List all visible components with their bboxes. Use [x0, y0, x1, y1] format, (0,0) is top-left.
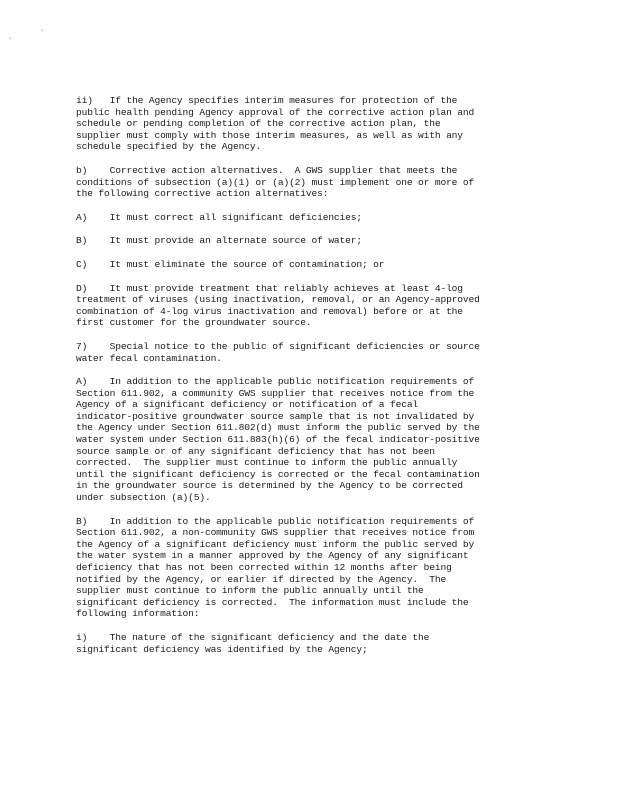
- paragraph-special-notice: 7) Special notice to the public of significant deficiencies or source water fecal contamination.: [76, 340, 480, 364]
- paragraph-community-notice: A) In addition to the applicable public notification requirements of Section 611.902, a community GWS supplier that receives notice from the Agency of a significant deficiency or notification of a fecal indicator-positive groundwater source sample that is not invalidated by the Agency under Section 611.802(d) must inform the public served by the water system under Section 611.883(h)(6) of the fecal indicator-positive source sample or of any significant deficiency that has not been corrected. The supplier must continue to inform the public annually until the significant deficiency is corrected or the fecal contamination in the groundwater source is determined by the Agency to be corrected under subsection (a)(5).: [76, 376, 480, 504]
- paragraph-alternative-a: A) It must correct all significant deficiencies;: [76, 211, 362, 223]
- paragraph-nature-of-deficiency: i) The nature of the significant deficiency and the date the significant deficiency was identified by the Agency;: [76, 631, 430, 655]
- paragraph-alternative-d: D) It must provide treatment that reliably achieves at least 4-log treatment of viruses (using inactivation, removal, or an Agency-approved combination of 4-log virus inactivation and removal) before or at the first customer for the groundwater source.: [76, 282, 480, 329]
- paragraph-non-community-notice: B) In addition to the applicable public notification requirements of Section 611.902, a non-community GWS supplier that receives notice from the Agency of a significant deficiency must inform the public served by the water system in a manner approved by the Agency of any significant deficiency that has not been corrected within 12 months after being notified by the Agency, or earlier if directed by the Agency. The supplier must continue to inform the public annually until the significant deficiency is corrected. The information must include the following information:: [76, 515, 475, 620]
- paragraph-alternative-c: C) It must eliminate the source of contamination; or: [76, 258, 385, 270]
- scan-speck: ·: [40, 26, 45, 35]
- paragraph-interim-measures: ii) If the Agency specifies interim measures for protection of the public health pending Agency approval of the corrective action plan and schedule or pending completion of the corrective action plan, the supplier must comply with those interim measures, as well as with any schedule specified by the Agency.: [76, 95, 475, 153]
- scan-speck: ·: [8, 34, 13, 43]
- paragraph-alternative-b: B) It must provide an alternate source of water;: [76, 235, 362, 247]
- paragraph-corrective-action-alternatives: b) Corrective action alternatives. A GWS supplier that meets the conditions of subsection (a)(1) or (a)(2) must implement one or more of the following corrective action alternatives:: [76, 164, 475, 200]
- document-body: [76, 95, 536, 667]
